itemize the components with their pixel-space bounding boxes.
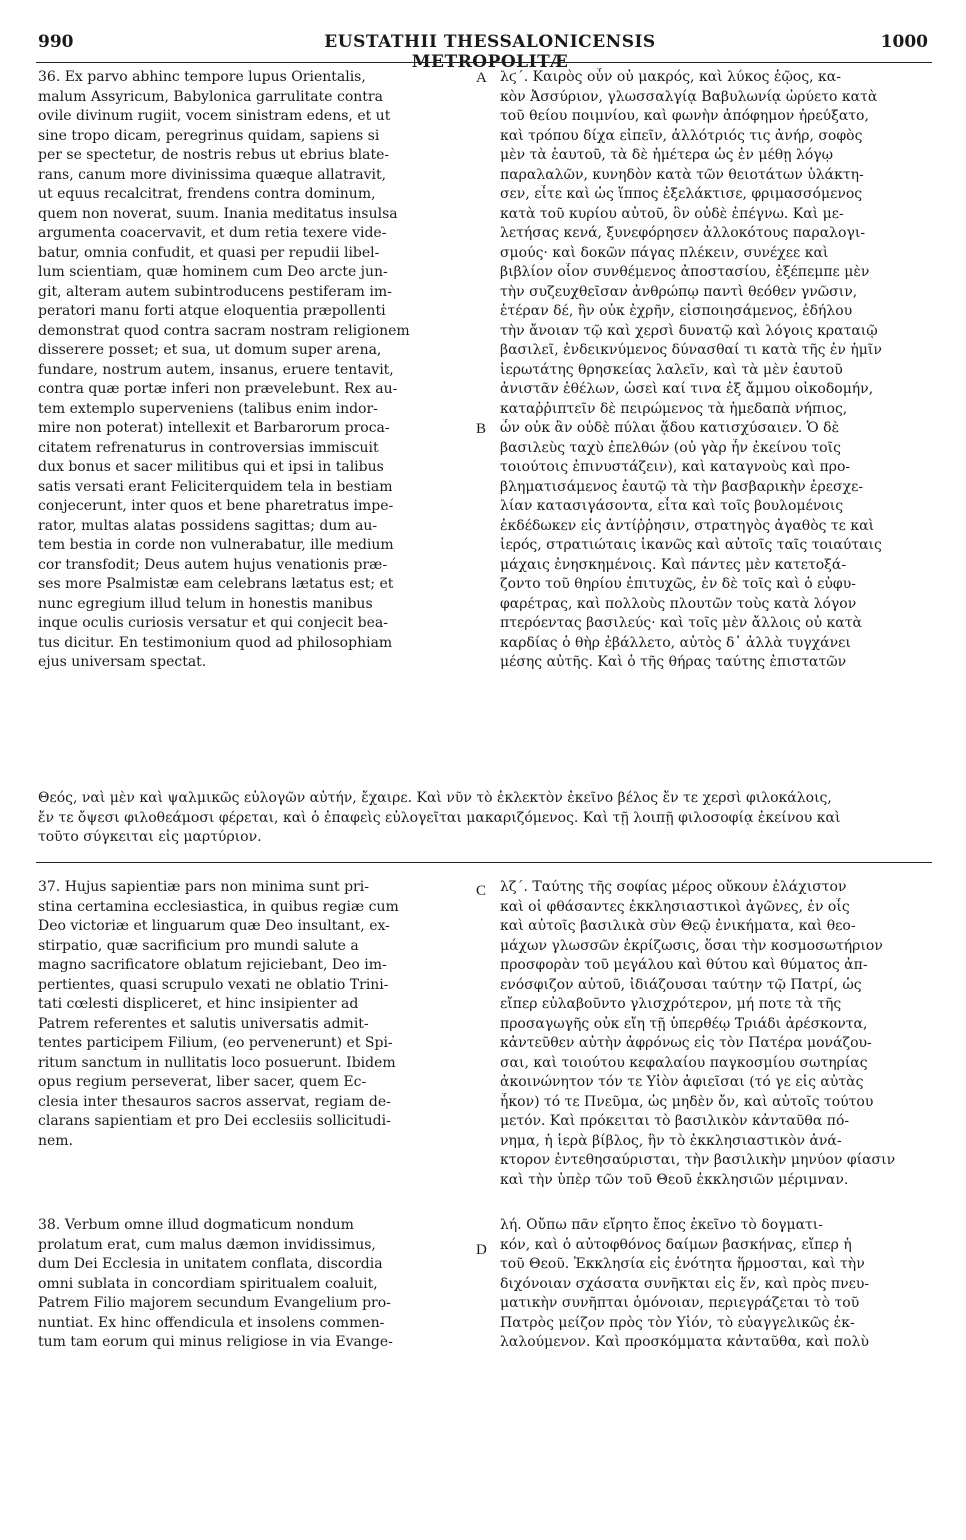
text-line: κὸν Ἀσσύριον, γλωσσαλγίᾳ Βαβυλωνίᾳ ὠρύετο κατὰ: [500, 88, 878, 105]
text-line: Πατρὸς μείζον πρὸς τὸν Υἱόν, τὸ εὐαγγελικῶς ἐκ-: [500, 1314, 855, 1331]
text-line: nunc egregium illud telum in honestis manibus: [38, 595, 373, 612]
text-line: κἀντεῦθεν αὐτὴν ἀφρόνως εἰς τὸν Πατέρα μονάζου-: [500, 1035, 872, 1051]
text-line: ματικὴν συνῆπται ὁμόνοιαν, περιεγράζεται τὸ τοῦ: [500, 1295, 860, 1311]
text-line: καὶ αὐτοῖς βασιλικὰ σὺν Θεῷ ἐνικήματα, καὶ θεο-: [500, 918, 856, 934]
text-line: ἱερός, στρατιώταις ἱκανῶς καὶ αὐτοῖς ταῖς τοιαύταις: [500, 537, 882, 553]
section-divider: [36, 862, 932, 863]
text-line: quem non noverat, suum. Inania meditatus insulsa: [38, 205, 398, 222]
text-line: citatem refrenaturus in controversias immiscuit: [38, 439, 379, 456]
text-line: nem.: [38, 1132, 74, 1149]
header-rule: [36, 62, 932, 63]
section-37-greek: [500, 878, 930, 1190]
text-line: βασιλεῖ, ἐνδεικνύμενος δύνασθαί τι κατὰ τῆς ἐν ἡμῖν: [500, 342, 882, 358]
column-marker-d: D: [476, 1242, 487, 1258]
text-line: 37. Hujus sapientiæ pars non minima sunt pri-: [38, 879, 369, 895]
text-line: malum Assyricum, Babylonica garrulitate contra: [38, 88, 383, 105]
text-line: mire non poterat) intellexit et Barbarorum proca-: [38, 420, 390, 436]
text-line: sine tropo dicam, peregrinus quidam, sapiens si: [38, 127, 380, 144]
text-line: ἱερωτάτης θρησκείας λαλεῖν, καὶ τὰ μὲν ἑαυτοῦ: [500, 361, 843, 378]
text-line: tentes participem Filium, (eo pervenerunt) et Spi-: [38, 1035, 393, 1051]
text-line: ἔν τε ὄψεσι φιλοθεάμοσι φέρεται, καὶ ὁ ἐπαφεὶς εὐλογεῖται μακαριζόμενος. Καὶ τῇ λοιπῇ φιλοσοφίᾳ ἐκείνου καὶ: [38, 809, 841, 826]
text-line: ἑτέραν δέ, ἣν οὐκ ἐχρῆν, εἰσποιησάμενος, ἐδήλου: [500, 303, 853, 319]
section-37-latin: [38, 878, 470, 1151]
text-line: rans, canum more divinissima quæque allatravit,: [38, 166, 387, 183]
text-line: καὶ τρόπου δίχα εἰπεῖν, ἀλλότριός τις ἀνήρ, σοφὸς: [500, 127, 863, 144]
text-line: προσαγωγῆς οὐκ εἴη τῇ ὑπερθέῳ Τριάδι ἀρέσκοντα,: [500, 1015, 868, 1032]
text-line: καρδίας ὁ θὴρ ἐβάλλετο, αὐτὸς δ᾽ ἀλλὰ τυγχάνει: [500, 634, 851, 651]
text-line: pertientes, quasi scrupulo vexati ne oblatio Trini-: [38, 976, 389, 993]
section-36-latin: [38, 68, 470, 673]
text-line: tus dicitur. En testimonium quod ad philosophiam: [38, 634, 393, 651]
text-line: διχόνοιαν σχάσατα συνῆκται εἰς ἕν, καὶ πρὸς πνευ-: [500, 1275, 870, 1292]
running-title: EUSTATHII THESSALONICENSIS METROPOLITÆ: [324, 32, 656, 72]
text-line: σαι, καὶ τοιούτου κεφαλαίου παγκοσμίου σωτηρίας: [500, 1054, 868, 1071]
text-line: prolatum erat, cum malus dæmon invidissimus,: [38, 1236, 376, 1253]
text-line: peratori manu forti atque eloquentia præpollenti: [38, 303, 386, 319]
column-marker-a: A: [476, 70, 487, 86]
page-number-left: 990: [38, 32, 74, 52]
text-line: ses more Psalmistæ eam celebrans lætatus est; et: [38, 576, 394, 592]
text-line: τοῦ Θεοῦ. Ἐκκλησία εἰς ἑνότητα ἥρμοσται, καὶ τὴν: [500, 1256, 865, 1272]
text-line: ritum sanctum in nullitatis loco posuerunt. Ibidem: [38, 1054, 396, 1071]
text-line: καὶ τὴν ὑπὲρ τῶν τοῦ Θεοῦ ἐκκλησιῶν μέριμναν.: [500, 1171, 849, 1188]
text-line: μετόν. Καὶ πρόκειται τὸ βασιλικὸν κἀνταῦθα πό-: [500, 1113, 850, 1129]
text-line: ἐκδέδωκεν εἰς ἀντίῤῥησιν, στρατηγὸς ἀγαθὸς τε καὶ: [500, 517, 875, 534]
text-line: κτορον ἐντεθησαύρισται, τὴν βασιλικὴν μηνύον φίασιν: [500, 1152, 896, 1168]
section-38-latin: [38, 1216, 470, 1353]
text-line: conjecerunt, inter quos et bene pharetratus impe-: [38, 498, 394, 514]
column-marker-b: B: [476, 421, 487, 437]
text-line: τὴν συζευχθεῖσαν ἀνθρώπῳ παντὶ θεόθεν γνῶσιν,: [500, 283, 858, 300]
text-line: argumenta coacervavit, et dum retia texere vide-: [38, 225, 387, 241]
text-line: πτερόεντας βασιλεύς· καὶ τοῖς μὲν ἄλλοις οὐ κατὰ: [500, 615, 862, 631]
text-line: Patrem Filio majorem secundum Evangelium pro-: [38, 1295, 391, 1311]
text-line: λζ΄. Ταύτης τῆς σοφίας μέρος οὔκουν ἐλάχιστον: [500, 879, 847, 895]
text-line: λαλούμενον. Καὶ προσκόμματα κἀνταῦθα, καὶ πολὺ: [500, 1334, 869, 1350]
text-line: τοῦ θείου ποιμνίου, καὶ φωνὴν ἀπόφημον ἠρεύξατο,: [500, 108, 869, 124]
text-line: stirpatio, quæ sacrificium pro mundi salute a: [38, 937, 359, 954]
text-line: cor transfodit; Deus autem hujus venationis præ-: [38, 556, 388, 573]
text-line: omni sublata in concordiam spiritualem coaluit,: [38, 1275, 378, 1292]
text-line: λή. Οὔπω πᾶν εἴρητο ἔπος ἐκεῖνο τὸ δογματι-: [500, 1217, 824, 1233]
text-line: dum Dei Ecclesia in unitatem conflata, discordia: [38, 1256, 383, 1272]
text-line: clesia inter thesauros sacros asservat, regiam de-: [38, 1093, 391, 1110]
text-line: opus regium perseverat, liber sacer, quem Ec-: [38, 1074, 367, 1090]
text-line: disserere posset; et sua, ut domum super arena,: [38, 342, 382, 358]
text-line: fundare, nostrum autem, insanus, eruere tentavit,: [38, 361, 394, 378]
text-line: demonstrat quod contra sacram nostram religionem: [38, 322, 410, 339]
column-marker-c: C: [476, 883, 487, 899]
text-line: ejus universam spectat.: [38, 654, 207, 670]
text-line: 38. Verbum omne illud dogmaticum nondum: [38, 1217, 354, 1233]
text-line: batur, omnia confudit, et quasi per repudii libel-: [38, 244, 380, 261]
text-line: per se spectetur, de nostris rebus ut ebrius blate-: [38, 147, 390, 163]
text-line: clarans sapientiam et pro Dei ecclesiis sollicitudi-: [38, 1113, 391, 1129]
text-line: rator, multas alatas possidens sagittas; dum au-: [38, 517, 378, 534]
text-line: satis versati erant Feliciterquidem tela in bestiam: [38, 478, 393, 495]
text-line: μέσης αὐτῆς. Καὶ ὁ τῆς θήρας ταύτης ἐπιστατῶν: [500, 654, 847, 670]
text-line: dux bonus et sacer militibus qui et ipsi in talibus: [38, 459, 384, 475]
text-line: προσφορὰν τοῦ μεγάλου καὶ θύτου καὶ θύματος ἀπ-: [500, 957, 868, 973]
text-line: φαρέτρας, καὶ πολλοὺς πλουτῶν τοὺς κατὰ λόγον: [500, 595, 857, 612]
section-38-greek: [500, 1216, 930, 1353]
text-line: contra quæ portæ inferi non prævelebunt. Rex au-: [38, 381, 398, 397]
text-line: magno sacrificatore oblatum rejiciebant, Deo im-: [38, 957, 387, 973]
text-line: βασιλεὺς ταχὺ ἐπελθών (οὐ γὰρ ἦν ἐκείνου τοῖς: [500, 439, 841, 456]
text-line: Deo victoriæ et linguarum quæ Deo insultant, ex-: [38, 918, 390, 934]
text-line: stina certamina ecclesiastica, in quibus regiæ cum: [38, 898, 399, 915]
text-line: τοιούτοις ἐπινυστάζειν), καὶ καταγνοὺς καὶ προ-: [500, 459, 851, 475]
text-line: inque oculis curiosis versatur et qui conjecit bea-: [38, 615, 388, 631]
text-line: λετήσας κενά, ξυνεφόρησεν ἀλλοκότους παραλογι-: [500, 225, 866, 241]
text-line: tati cœlesti displiceret, et hinc insipienter ad: [38, 996, 359, 1012]
text-line: nuntiat. Ex hinc offendicula et insolens commen-: [38, 1314, 385, 1331]
text-line: καταῤῥιπτεῖν δὲ πειρώμενος τὰ ἡμεδαπὰ νήπιος,: [500, 400, 848, 417]
text-line: καὶ οἱ φθάσαντες ἐκκλησιαστικοὶ ἀγῶνες, ἐν οἷς: [500, 898, 850, 915]
text-line: ἀκοινώνητον τόν τε Υἱὸν ἀφιεῖσαι (τό γε εἰς αὐτὰς: [500, 1074, 864, 1090]
text-line: βιβλίον οἷον συνθέμενος ἀποστασίου, ἐξέπεμπε μὲν: [500, 264, 870, 280]
text-line: σμούς· καὶ δοκῶν πάγας πλέκειν, συνέχεε καὶ: [500, 244, 829, 261]
text-line: κατὰ τοῦ κυρίου αὐτοῦ, ὃν οὐδὲ ἐπέγνω. Καὶ με-: [500, 205, 844, 222]
text-line: μάχαις ἐνησκημένοις. Καὶ πάντες μὲν κατετοξά-: [500, 556, 847, 573]
text-line: ἀνιστᾶν ἐθέλων, ὡσεὶ καί τινα ἐξ ἄμμου οἰκοδομήν,: [500, 381, 874, 397]
text-line: μάχων γλωσσῶν ἐκρίζωσις, ὅσαι τὴν κοσμοσωτήριον: [500, 937, 883, 954]
section-36-greek: [500, 68, 930, 673]
text-line: ut equus recalcitrat, frendens contra dominum,: [38, 186, 376, 202]
text-line: τοῦτο σύγκειται εἰς μαρτύριον.: [38, 829, 262, 845]
text-line: νημα, ἡ ἱερὰ βίβλος, ἣν τὸ ἐκκλησιαστικὸν ἀνά-: [500, 1132, 842, 1149]
section-36-greek-continuation: [38, 789, 932, 848]
text-line: λίαν κατασιγάσοντα, εἶτα καὶ τοῖς βουλομένοις: [500, 498, 844, 514]
text-line: tum tam eorum qui minus religiose in via Evange-: [38, 1334, 393, 1350]
text-line: βληματισάμενος ἑαυτῷ τὰ τὴν βασβαρικὴν ἐρεσχε-: [500, 478, 864, 495]
text-line: σεν, εἶτε καὶ ὡς ἵππος ἐξελάκτισε, φριμασσόμενος: [500, 186, 863, 202]
text-line: ἧκον) τό τε Πνεῦμα, ὡς μηδὲν ὄν, καὶ αὐτοῖς τούτου: [500, 1093, 874, 1110]
text-line: ζοντο τοῦ θηρίου ἐπιτυχῶς, ἐν δὲ τοῖς καὶ ὁ εὐφυ-: [500, 576, 856, 592]
text-line: λϛ΄. Καιρὸς οὖν οὐ μακρός, καὶ λύκος ἑῷος, κα-: [500, 69, 841, 85]
text-line: tem extemplo superveniens (talibus enim indor-: [38, 400, 378, 417]
text-line: tem bestia in corde non vulnerabatur, ille medium: [38, 537, 394, 553]
page-number-right: 1000: [880, 32, 928, 52]
text-line: 36. Ex parvo abhinc tempore lupus Orientalis,: [38, 69, 366, 85]
text-line: Patrem referentes et salutis universatis admit-: [38, 1015, 369, 1032]
text-line: ενόσφιζον αὐτοῦ, ἰδιάζουσαι ταύτην τῷ Πατρί, ὡς: [500, 976, 862, 993]
text-line: ὧν οὐκ ἂν οὐδὲ πύλαι ᾅδου κατισχύσαιεν. Ὁ δὲ: [500, 420, 840, 436]
text-line: εἴπερ εὐλαβοῦντο γλισχρότερον, μή ποτε τὰ τῆς: [500, 996, 842, 1012]
text-line: git, alteram autem subintroducens pestiferam im-: [38, 283, 392, 300]
text-line: τὴν ἄνοιαν τῷ καὶ χερσὶ δυνατῷ καὶ λόγοις κραταιῷ: [500, 322, 878, 339]
page-header: [0, 32, 966, 72]
text-line: κόν, καὶ ὁ αὐτοφθόνος δαίμων βασκήνας, εἴπερ ἡ: [500, 1236, 852, 1253]
text-line: παραλαλῶν, κυνηδὸν κατὰ τῶν θειοτάτων ὑλάκτη-: [500, 166, 864, 183]
text-line: lum scientiam, quæ hominem cum Deo arcte jun-: [38, 264, 388, 280]
text-line: μὲν τὰ ἑαυτοῦ, τὰ δὲ ἡμέτερα ὡς ἐν μέθῃ λόγῳ: [500, 147, 834, 163]
text-line: ovile divinum rugiit, vocem sinistram edens, et ut: [38, 108, 391, 124]
text-line: Θεός, ναὶ μὲν καὶ ψαλμικῶς εὐλογῶν αὐτήν, ἔχαιρε. Καὶ νῦν τὸ ἐκλεκτὸν ἐκεῖνο βέλος ἔν τε χερσὶ φιλοκάλοις,: [38, 790, 832, 806]
